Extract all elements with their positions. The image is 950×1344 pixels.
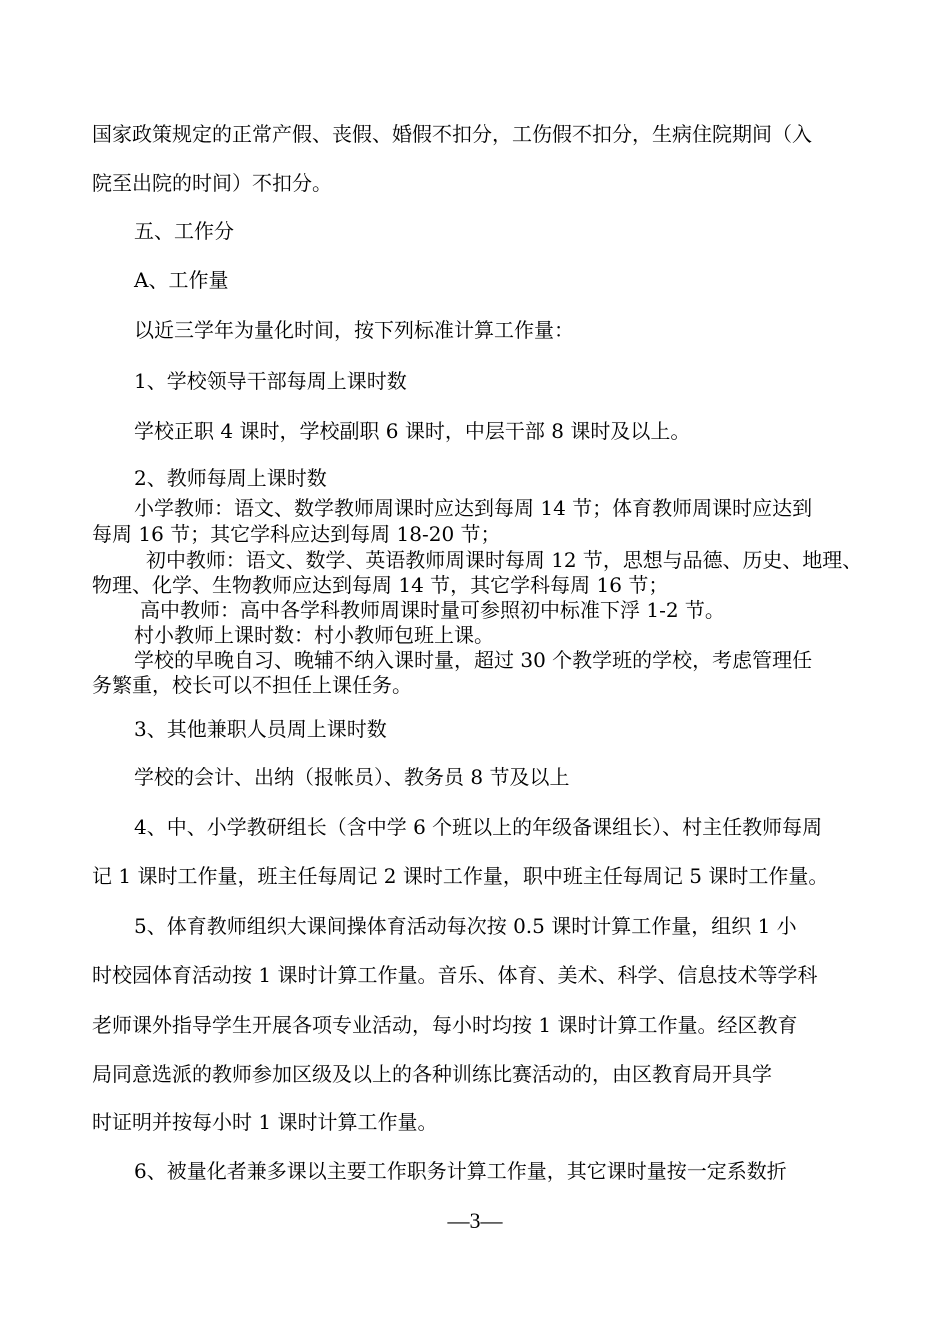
paragraph-line: 国家政策规定的正常产假、丧假、婚假不扣分，工伤假不扣分，生病住院期间（入 bbox=[92, 122, 812, 146]
paragraph-line: 村小教师上课时数：村小教师包班上课。 bbox=[134, 623, 494, 647]
subsection-heading: A、工作量 bbox=[134, 268, 229, 292]
paragraph-line: 记 1 课时工作量，班主任每周记 2 课时工作量，职中班主任每周记 5 课时工作量。 bbox=[92, 864, 829, 888]
section-heading: 五、工作分 bbox=[134, 219, 234, 243]
page-number: —3— bbox=[447, 1208, 503, 1233]
item-heading: 2、教师每周上课时数 bbox=[134, 466, 327, 490]
paragraph-line: 时校园体育活动按 1 课时计算工作量。音乐、体育、美术、科学、信息技术等学科 bbox=[92, 963, 818, 987]
item-heading: 1、学校领导干部每周上课时数 bbox=[134, 369, 407, 393]
paragraph-line: 6、被量化者兼多课以主要工作职务计算工作量，其它课时量按一定系数折 bbox=[134, 1159, 787, 1183]
paragraph-line: 高中教师：高中各学科教师周课时量可参照初中标准下浮 1-2 节。 bbox=[140, 598, 725, 622]
paragraph-line: 老师课外指导学生开展各项专业活动，每小时均按 1 课时计算工作量。经区教育 bbox=[92, 1013, 798, 1037]
paragraph-line: 局同意选派的教师参加区级及以上的各种训练比赛活动的，由区教育局开具学 bbox=[92, 1062, 772, 1086]
paragraph-line: 时证明并按每小时 1 课时计算工作量。 bbox=[92, 1110, 438, 1134]
paragraph-line: 学校的早晚自习、晚辅不纳入课时量，超过 30 个教学班的学校，考虑管理任 bbox=[134, 648, 813, 672]
paragraph-line: 初中教师：语文、数学、英语教师周课时每周 12 节，思想与品德、历史、地理、 bbox=[146, 548, 863, 572]
paragraph-line: 以近三学年为量化时间，按下列标准计算工作量： bbox=[134, 318, 574, 342]
paragraph-line: 小学教师：语文、数学教师周课时应达到每周 14 节；体育教师周课时应达到 bbox=[134, 496, 813, 520]
paragraph-line: 物理、化学、生物教师应达到每周 14 节，其它学科每周 16 节； bbox=[92, 573, 669, 597]
item-heading: 3、其他兼职人员周上课时数 bbox=[134, 717, 387, 741]
paragraph-line: 学校正职 4 课时，学校副职 6 课时，中层干部 8 课时及以上。 bbox=[134, 419, 691, 443]
paragraph-line: 5、体育教师组织大课间操体育活动每次按 0.5 课时计算工作量，组织 1 小 bbox=[134, 914, 797, 938]
paragraph-line: 院至出院的时间）不扣分。 bbox=[92, 171, 332, 195]
paragraph-line: 学校的会计、出纳（报帐员）、教务员 8 节及以上 bbox=[134, 765, 570, 789]
paragraph-line: 务繁重，校长可以不担任上课任务。 bbox=[92, 673, 412, 697]
paragraph-line: 4、中、小学教研组长（含中学 6 个班以上的年级备课组长）、村主任教师每周 bbox=[134, 815, 823, 839]
paragraph-line: 每周 16 节；其它学科应达到每周 18-20 节； bbox=[92, 522, 501, 546]
